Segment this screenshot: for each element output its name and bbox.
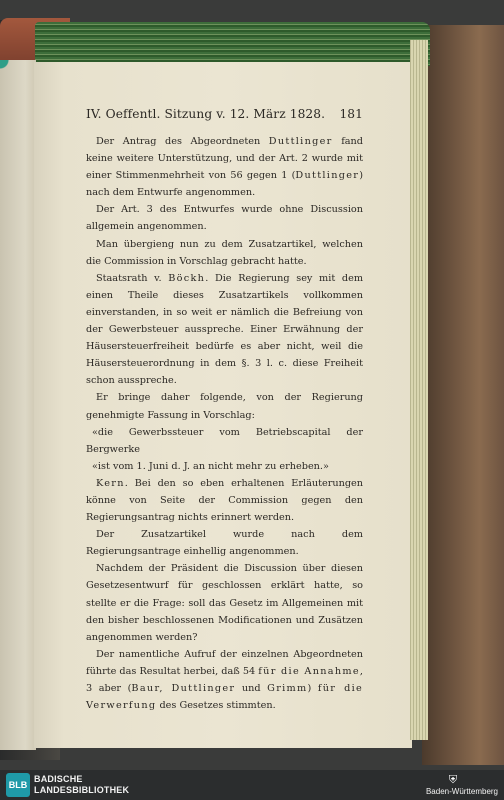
paragraph-text: ) [307,683,318,694]
spaced-name: Böckh [168,272,206,284]
spaced-name: Grimm [267,683,308,694]
paragraph [86,646,363,714]
paragraph-text: und [235,683,268,694]
spaced-name: Duttlinger [295,170,360,182]
page-header-title: IV. Oeffentl. Sitzung v. 12. März 1828. [86,107,326,121]
page-header [86,106,363,122]
state-name[interactable]: Baden-Württemberg [425,787,498,796]
spaced-name: Duttlinger [268,136,333,147]
spaced-name: Baur, Duttlinger [131,683,236,694]
paragraph [86,236,363,270]
paragraph-text: Staatsrath v. [96,272,169,284]
paragraph [86,475,363,526]
book-back-board [422,25,504,765]
page-text [86,106,363,714]
paragraph-text: Man übergieng nun zu dem Zusatzartikel, welchen die Commission in Vorschlag gebracht hatte. [86,238,363,267]
page-fore-edge [410,40,428,740]
paragraph [86,389,363,423]
paragraph-text: Er bringe daher folgende, von der Regierung genehmigte Fassung in Vorschlag: [86,392,363,421]
quote-line: «die Gewerbssteuer vom Betriebscapital der Bergwerke [86,426,363,455]
paragraph-text: Der Antrag des Abgeordneten [96,136,269,147]
page-top-edge [35,22,430,66]
spaced-name: Kern [96,477,125,489]
paragraph-text: Der Zusatzartikel wurde nach dem Regierungsantrage einhellig angenommen. [86,529,363,558]
paragraph-group [86,475,363,714]
quote-block [86,424,363,475]
paragraph [86,270,363,390]
paragraph-text: Der namentliche Aufruf der einzelnen Abgeordneten führte das Resultat herbei, daß 54 [86,648,363,677]
paragraph-text: Nachdem der Präsident die Discussion über diesen Gesetzesentwurf für geschlossen erklärt hatte, so stellte er die Frage: soll das Gesetz im Allgemeinen mit den bisher beschlossenen Modificationen und Zusätzen angenommen werden? [86,563,363,643]
page-number: 181 [339,107,363,121]
paragraph [86,526,363,560]
page-marker-icon [0,60,60,100]
library-name-line1: BADISCHE [34,774,83,784]
spaced-name: für die Annahme [258,665,360,677]
paragraph-text: ) nach dem Entwurfe angenommen. [86,170,363,199]
coat-of-arms-icon: ⛨ [448,773,458,786]
library-name-line2: LANDESBIBLIOTHEK [34,785,130,795]
blb-logo-icon[interactable]: BLB [6,773,30,797]
paragraph [86,133,363,201]
paragraph-text: . Bei den so eben erhaltenen Erläuterungen könne von Seite der Commission gegen den Regierungsantrag nichts erinnert werden. [86,477,363,524]
footer-bar [0,770,504,800]
paragraph-group [86,133,363,424]
paragraph [86,201,363,235]
paragraph-text: Der Art. 3 des Entwurfes wurde ohne Discussion allgemein angenommen. [86,204,363,233]
library-name[interactable] [34,774,129,796]
paragraph [86,560,363,645]
paragraph-text: des Gesetzes stimmten. [156,700,276,712]
paragraph-text: , 3 aber ( [86,665,363,694]
spaced-name: für die Verwerfung [86,683,364,712]
paragraph-text: fand keine weitere Unterstützung, und der Art. 2 wurde mit einer Stimmenmehrheit von 56 gegen 1 ( [86,136,363,182]
previous-page-edge [0,60,36,750]
paragraph-text: . Die Regierung sey mit dem einen Theile dieses Zusatzartikels vollkommen einverstanden, in so weit er nämlich die Befreiung von der Gewerbsteuer ausspreche. Einer Erwähnung der Häusersteuerfreiheit bedürfe es aber nicht, weil die Häusersteuerordnung in dem §. 3 l. c. diese Freiheit schon ausspreche. [86,272,364,387]
quote-line: «ist vom 1. Juni d. J. an nicht mehr zu erheben.» [92,460,329,472]
